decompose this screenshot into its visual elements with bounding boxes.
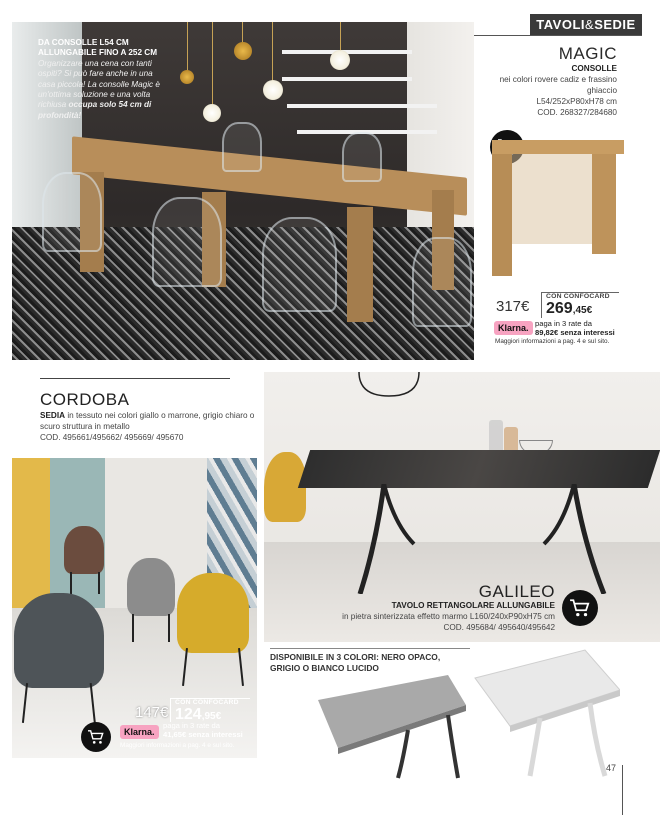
cordoba-price-int: 124 bbox=[175, 706, 202, 723]
magic-dimensions: L54/252xP80xH78 cm bbox=[536, 97, 617, 106]
cordoba-divider bbox=[40, 378, 230, 379]
console-back bbox=[512, 154, 592, 244]
magic-description bbox=[480, 63, 617, 118]
galileo-colors-line2: GRIGIO O BIANCO LUCIDO bbox=[270, 663, 379, 673]
magic-title: MAGIC bbox=[558, 44, 617, 63]
ghost-chair bbox=[262, 217, 337, 312]
cordoba-desc-text: in tessuto nei colori giallo o marrone, grigio chiaro o scuro struttura in metallo bbox=[40, 411, 255, 431]
hero-caption-title-2: ALLUNGABILE FINO A 252 CM bbox=[38, 48, 158, 58]
pendant-lamp bbox=[263, 80, 283, 100]
chair-leg bbox=[70, 572, 72, 594]
galileo-description bbox=[280, 600, 555, 633]
galileo-white-variant bbox=[470, 648, 620, 778]
category-tag bbox=[530, 14, 642, 35]
magic-price-card bbox=[541, 292, 619, 318]
hero-caption bbox=[38, 38, 168, 121]
cordoba-more-info: Maggiori informazioni a pag. 4 e sul sito. bbox=[120, 742, 235, 749]
magic-subtitle: CONSOLLE bbox=[571, 64, 617, 73]
lamp-cord bbox=[340, 22, 341, 52]
ghost-chair bbox=[152, 197, 222, 287]
cordoba-description bbox=[40, 410, 265, 443]
cordoba-klarna-line2: 41,65€ senza interessi bbox=[163, 730, 243, 739]
cordoba-code: COD. 495661/495662/ 495669/ 495670 bbox=[40, 433, 184, 442]
galileo-code: COD. 495684/ 495640/495642 bbox=[443, 623, 555, 632]
category-tag-b: SEDIE bbox=[594, 17, 636, 32]
wall-yellow bbox=[12, 458, 50, 608]
magic-price-label: CON CONFOCARD bbox=[546, 293, 610, 300]
magic-klarna-text bbox=[535, 319, 625, 337]
hero-table-leg bbox=[347, 207, 373, 322]
page-number-divider bbox=[622, 765, 623, 815]
chair-brown bbox=[64, 526, 104, 574]
console-top bbox=[492, 140, 624, 154]
cordoba-klarna-badge: Klarna. bbox=[120, 725, 159, 739]
pendant-lamp bbox=[180, 70, 194, 84]
ghost-chair bbox=[342, 132, 382, 182]
cordoba-price-dec: ,95€ bbox=[201, 711, 222, 722]
ghost-chair bbox=[412, 237, 472, 327]
magic-price-dec: ,45€ bbox=[572, 305, 593, 316]
magic-console-image bbox=[492, 140, 624, 280]
cordoba-price-regular: 147€ bbox=[135, 704, 169, 721]
shopping-cart-icon bbox=[569, 598, 591, 618]
pendant-lamp bbox=[203, 104, 221, 122]
hero-caption-body: Organizzare una cena con tanti ospiti? Si può fare anche in una casa piccola! La consolle Magic è un'ottima soluzione e una volta richiusa bbox=[38, 58, 160, 110]
chair-light-gray bbox=[127, 558, 175, 616]
galileo-gray-variant bbox=[318, 670, 468, 780]
magic-klarna-line2: 89,82€ senza interessi bbox=[535, 328, 615, 337]
chair-leg bbox=[168, 614, 170, 642]
magic-klarna-line1: paga in 3 rate da bbox=[535, 319, 592, 328]
galileo-cart-button[interactable] bbox=[562, 590, 598, 626]
console-side bbox=[592, 154, 616, 254]
galileo-desc-text: in pietra sinterizzata effetto marmo L160/240xP90xH75 cm bbox=[342, 612, 555, 621]
hero-caption-title-1: DA CONSOLLE L54 CM bbox=[38, 38, 129, 47]
magic-code: COD. 268327/284680 bbox=[537, 108, 617, 117]
chair-leg bbox=[132, 614, 134, 642]
colors-divider bbox=[270, 648, 470, 649]
cordoba-price-label: CON CONFOCARD bbox=[175, 699, 239, 706]
chair-leg bbox=[98, 572, 100, 594]
cordoba-cart-button[interactable] bbox=[81, 722, 111, 752]
lamp-cord bbox=[187, 22, 188, 72]
hero-shelf bbox=[282, 77, 412, 81]
lamp-cord bbox=[212, 22, 213, 107]
hero-caption-emphasis: occupa solo 54 cm di profondità! bbox=[38, 100, 152, 120]
magic-price-int: 269 bbox=[546, 300, 573, 317]
ghost-chair bbox=[42, 172, 102, 252]
category-tag-amp: & bbox=[585, 17, 595, 32]
cordoba-subtitle: SEDIA bbox=[40, 411, 66, 420]
chair-mustard bbox=[177, 573, 249, 653]
magic-colors: nei colori rovere cadiz e frassino ghiaccio bbox=[499, 75, 617, 95]
galileo-table-top bbox=[298, 450, 660, 488]
cordoba-klarna-line1: paga in 3 rate da bbox=[163, 721, 220, 730]
shopping-cart-icon bbox=[87, 729, 105, 745]
cordoba-title: CORDOBA bbox=[40, 390, 130, 409]
galileo-subtitle: TAVOLO RETTANGOLARE ALLUNGABILE bbox=[391, 601, 555, 610]
chair-dark-gray bbox=[14, 593, 104, 688]
galileo-table-legs bbox=[354, 484, 614, 594]
ghost-chair bbox=[222, 122, 262, 172]
header-divider bbox=[470, 35, 642, 36]
magic-klarna-badge: Klarna. bbox=[494, 321, 533, 335]
pendant-lamp bbox=[234, 42, 252, 60]
galileo-title: GALILEO bbox=[478, 582, 555, 601]
category-tag-a: TAVOLI bbox=[536, 17, 586, 32]
ring-lamp bbox=[349, 372, 429, 402]
lamp-cord bbox=[272, 22, 273, 82]
page-number: 47 bbox=[606, 763, 617, 773]
cordoba-price-card bbox=[170, 698, 250, 722]
galileo-colors-line1: DISPONIBILE IN 3 COLORI: NERO OPACO, bbox=[270, 652, 441, 662]
magic-price-regular: 317€ bbox=[496, 298, 530, 315]
hero-shelf bbox=[287, 104, 437, 108]
pendant-lamp bbox=[330, 50, 350, 70]
magic-more-info: Maggiori informazioni a pag. 4 e sul sito. bbox=[495, 338, 610, 345]
console-side bbox=[492, 154, 512, 276]
vase bbox=[489, 420, 503, 454]
cordoba-klarna-text bbox=[163, 721, 255, 739]
